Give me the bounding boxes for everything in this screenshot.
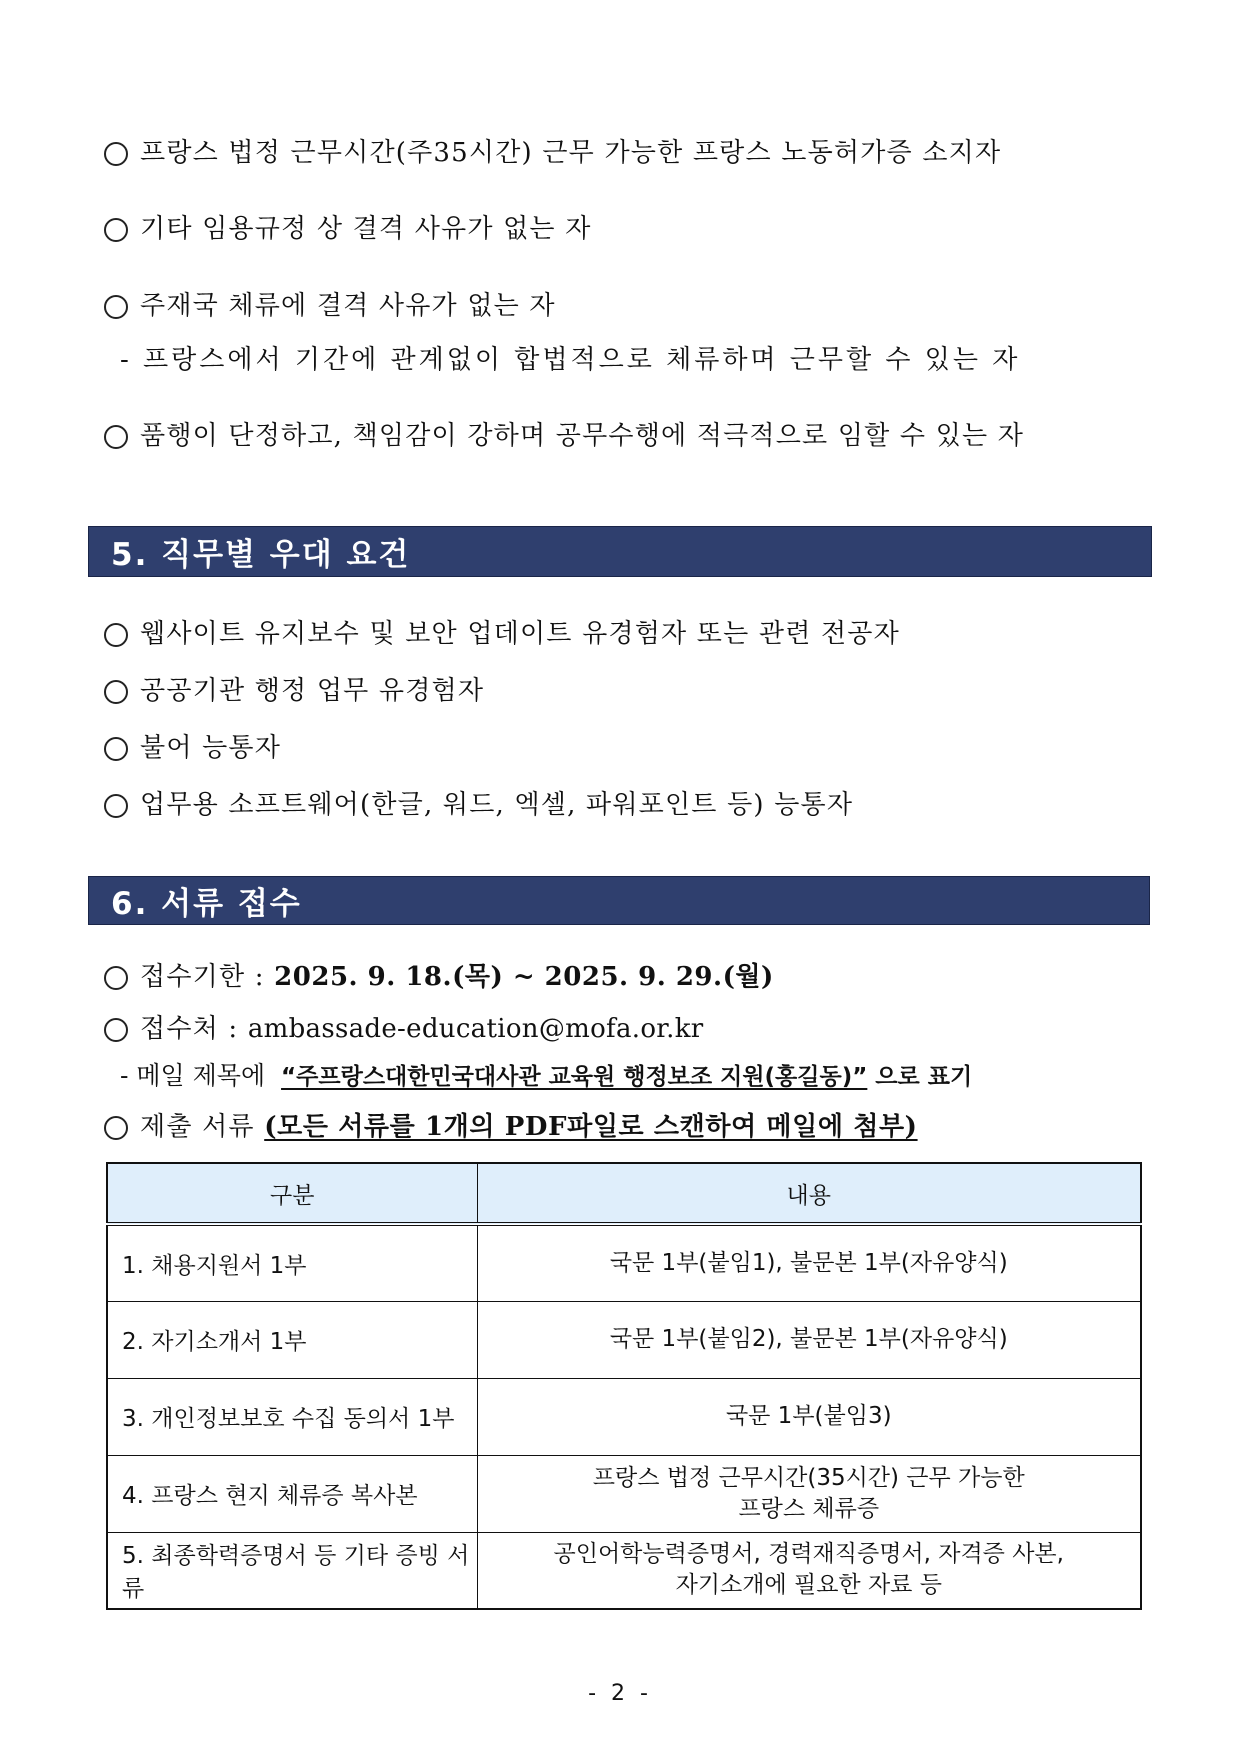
circle-bullet-icon xyxy=(104,794,128,818)
documents-table xyxy=(106,1162,1142,1610)
table-header-content: 내용 xyxy=(477,1163,1141,1224)
preference-item: 불어 능통자 xyxy=(104,727,281,764)
circle-bullet-icon xyxy=(104,680,128,704)
document-content: 국문 1부(붙임2), 불문본 1부(자유양식) xyxy=(477,1301,1141,1378)
table-row xyxy=(107,1378,1141,1455)
document-name: 4. 프랑스 현지 체류증 복사본 xyxy=(107,1455,477,1532)
document-name: 5. 최종학력증명서 등 기타 증빙 서류 xyxy=(107,1532,477,1609)
document-content: 국문 1부(붙임3) xyxy=(477,1378,1141,1455)
table-header-row xyxy=(107,1163,1141,1224)
circle-bullet-icon xyxy=(104,295,128,319)
recipient-email: ambassade-education@mofa.or.kr xyxy=(247,1014,704,1044)
requirement-sub-item: - 프랑스에서 기간에 관계없이 합법적으로 체류하며 근무할 수 있는 자 xyxy=(120,345,1021,375)
section-6-header: 6. 서류 접수 xyxy=(88,876,1150,925)
mail-subject-value: “주프랑스대한민국대사관 교육원 행정보조 지원(홍길동)” xyxy=(281,1064,868,1090)
circle-bullet-icon xyxy=(104,737,128,761)
mail-subject-line: - 메일 제목에 “주프랑스대한민국대사관 교육원 행정보조 지원(홍길동)” 으로 표기 xyxy=(120,1061,973,1090)
document-name: 3. 개인정보보호 수집 동의서 1부 xyxy=(107,1378,477,1455)
circle-bullet-icon xyxy=(104,218,128,242)
document-name: 2. 자기소개서 1부 xyxy=(107,1301,477,1378)
circle-bullet-icon xyxy=(104,425,128,449)
circle-bullet-icon xyxy=(104,623,128,647)
document-name: 1. 채용지원서 1부 xyxy=(107,1224,477,1301)
table-row xyxy=(107,1224,1141,1301)
section-5-header: 5. 직무별 우대 요건 xyxy=(88,526,1152,577)
deadline-line: 접수기한 : 2025. 9. 18.(목) ~ 2025. 9. 29.(월) xyxy=(104,956,774,993)
preference-item: 업무용 소프트웨어(한글, 워드, 엑셀, 파워포인트 등) 능통자 xyxy=(104,784,853,821)
page-number: - 2 - xyxy=(588,1681,652,1706)
preference-item: 웹사이트 유지보수 및 보안 업데이트 유경험자 또는 관련 전공자 xyxy=(104,613,900,650)
table-row xyxy=(107,1301,1141,1378)
document-content: 국문 1부(붙임1), 불문본 1부(자유양식) xyxy=(477,1224,1141,1301)
table-header-category: 구분 xyxy=(107,1163,477,1224)
recipient-line: 접수처 : ambassade-education@mofa.or.kr xyxy=(104,1008,704,1045)
preference-item: 공공기관 행정 업무 유경험자 xyxy=(104,670,484,707)
table-row xyxy=(107,1532,1141,1609)
circle-bullet-icon xyxy=(104,1116,128,1140)
table-row xyxy=(107,1455,1141,1532)
requirement-item: 프랑스 법정 근무시간(주35시간) 근무 가능한 프랑스 노동허가증 소지자 xyxy=(104,132,1001,169)
circle-bullet-icon xyxy=(104,1018,128,1042)
documents-line: 제출 서류 (모든 서류를 1개의 PDF파일로 스캔하여 메일에 첨부) xyxy=(104,1106,918,1143)
documents-note: (모든 서류를 1개의 PDF파일로 스캔하여 메일에 첨부) xyxy=(264,1112,918,1142)
deadline-value: 2025. 9. 18.(목) ~ 2025. 9. 29.(월) xyxy=(274,962,774,992)
document-content: 프랑스 법정 근무시간(35시간) 근무 가능한 프랑스 체류증 xyxy=(477,1455,1141,1532)
document-content: 공인어학능력증명서, 경력재직증명서, 자격증 사본, 자기소개에 필요한 자료 등 xyxy=(477,1532,1141,1609)
circle-bullet-icon xyxy=(104,966,128,990)
requirement-item: 품행이 단정하고, 책임감이 강하며 공무수행에 적극적으로 임할 수 있는 자 xyxy=(104,415,1024,452)
requirement-item: 기타 임용규정 상 결격 사유가 없는 자 xyxy=(104,208,592,245)
requirement-item: 주재국 체류에 결격 사유가 없는 자 xyxy=(104,285,556,322)
circle-bullet-icon xyxy=(104,142,128,166)
